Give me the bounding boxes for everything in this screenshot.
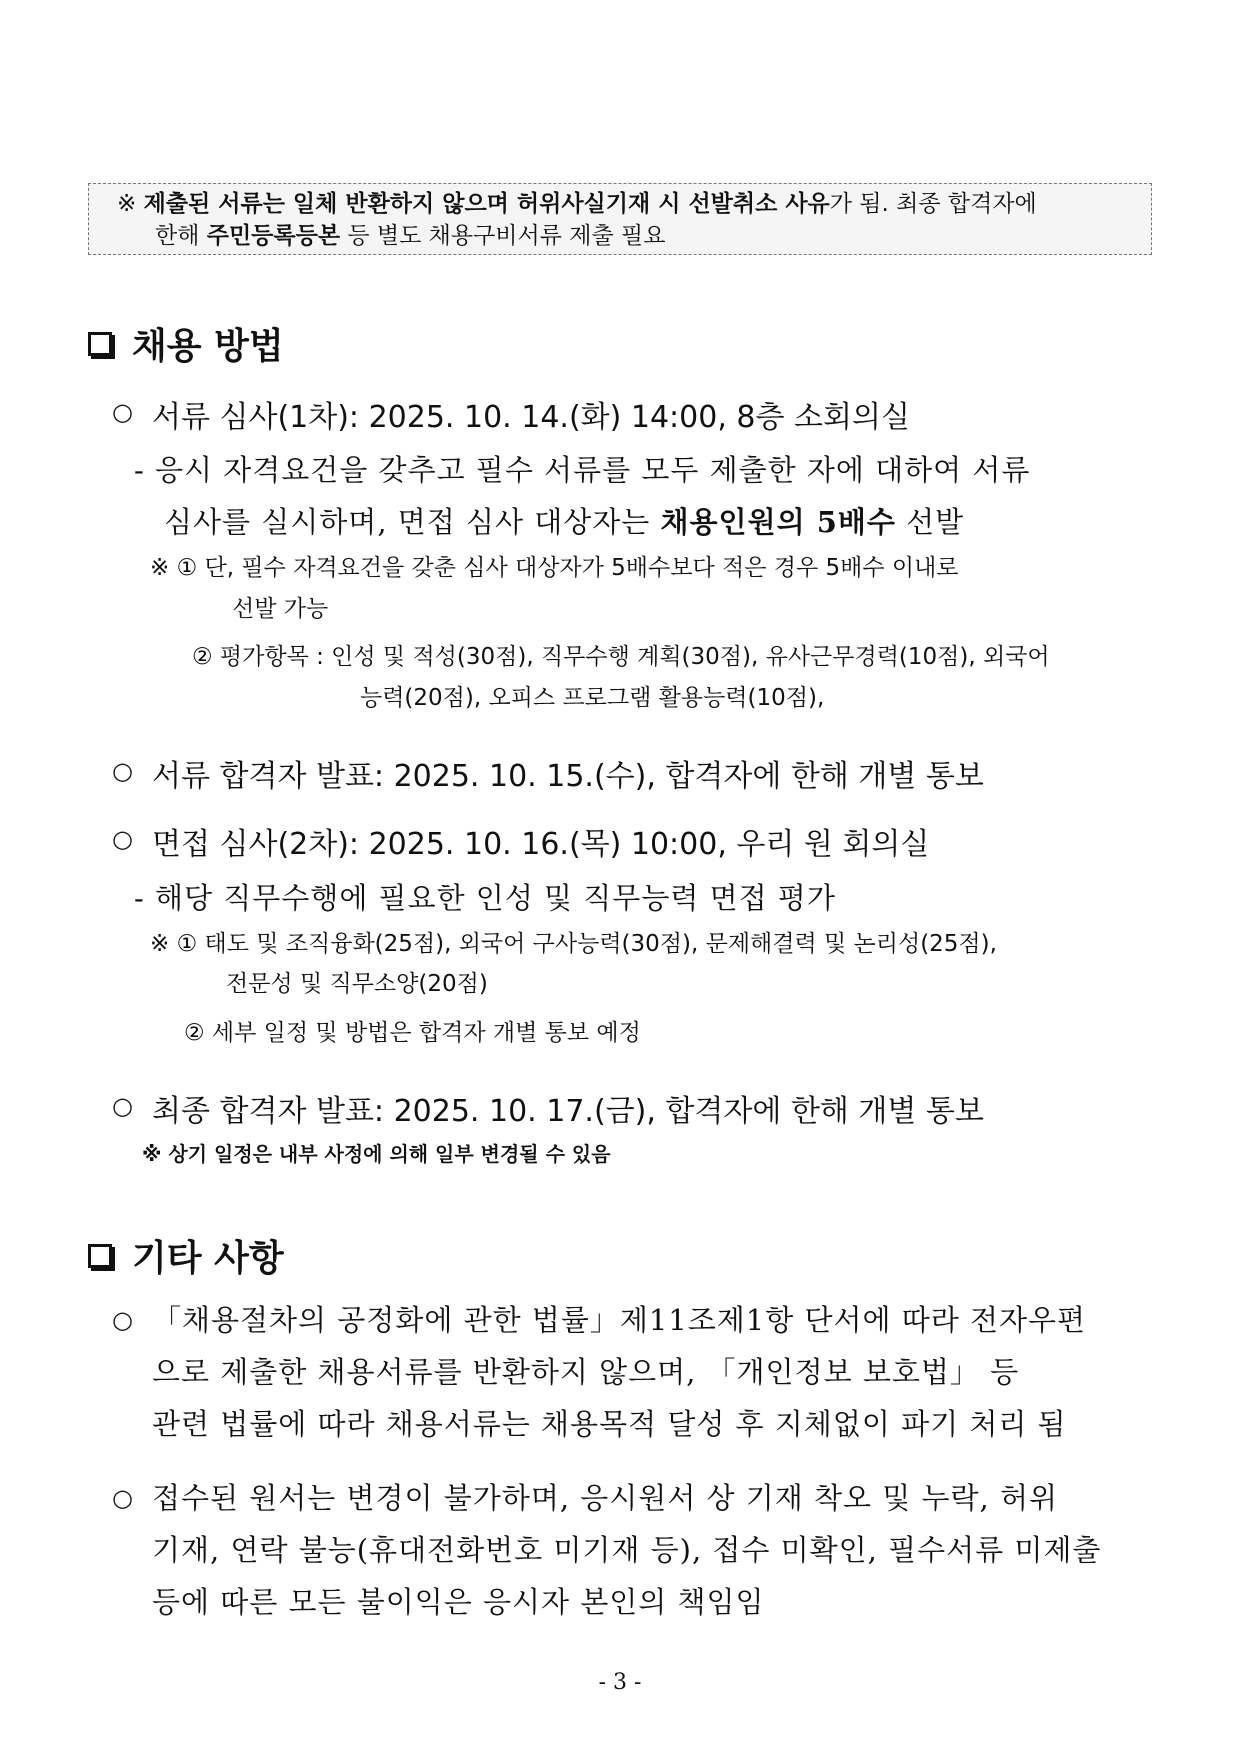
bullet-circle-icon: ○	[112, 398, 133, 426]
other-item-1-line-2: 으로 제출한 채용서류를 반환하지 않으며, 「개인정보 보호법」 등	[152, 1355, 1020, 1389]
note-document-review-1a: ※ ① 단, 필수 자격요건을 갖춘 심사 대상자가 5배수보다 적은 경우 5배수 이내로	[150, 555, 959, 581]
bullet-circle-icon: ○	[112, 825, 133, 853]
note-interview-1b: 전문성 및 직무소양(20점)	[226, 971, 488, 997]
item-document-review-desc-1: - 응시 자격요건을 갖추고 필수 서류를 모두 제출한 자에 대하여 서류	[134, 453, 1031, 487]
item-document-review: 서류 심사(1차): 2025. 10. 14.(화) 14:00, 8층 소회의실	[152, 400, 910, 435]
section-heading-other-matters: 기타 사항	[88, 1230, 284, 1281]
bullet-circle-icon: ○	[112, 1092, 133, 1120]
bullet-circle-icon: ○	[112, 1306, 133, 1334]
note-schedule-change: ※ 상기 일정은 내부 사정에 의해 일부 변경될 수 있음	[142, 1142, 611, 1166]
notice-line-1: ※ 제출된 서류는 일체 반환하지 않으며 허위사실기재 시 선발취소 사유가 됨. 최종 합격자에	[117, 191, 1037, 217]
note-document-review-2a: ② 평가항목 : 인성 및 적성(30점), 직무수행 계획(30점), 유사근무경력(10점), 외국어	[192, 644, 1050, 670]
checkbox-square-icon	[88, 332, 112, 356]
notice-line-2: 한해 주민등록등본 등 별도 채용구비서류 제출 필요	[155, 223, 666, 249]
bullet-circle-icon: ○	[112, 1484, 133, 1512]
other-item-2-line-2: 기재, 연락 불능(휴대전화번호 미기재 등), 접수 미확인, 필수서류 미제출	[152, 1533, 1102, 1567]
note-document-review-2b: 능력(20점), 오피스 프로그램 활용능력(10점),	[360, 685, 825, 711]
other-item-2-line-3: 등에 따른 모든 불이익은 응시자 본인의 책임임	[152, 1585, 765, 1619]
other-item-1-line-3: 관련 법률에 따라 채용서류는 채용목적 달성 후 지체없이 파기 처리 됨	[152, 1407, 1067, 1441]
item-document-results: 서류 합격자 발표: 2025. 10. 15.(수), 합격자에 한해 개별 통보	[152, 759, 984, 794]
page-number: - 3 -	[598, 1670, 642, 1695]
bullet-circle-icon: ○	[112, 757, 133, 785]
item-interview-desc: - 해당 직무수행에 필요한 인성 및 직무능력 면접 평가	[134, 881, 836, 915]
item-final-results: 최종 합격자 발표: 2025. 10. 17.(금), 합격자에 한해 개별 통보	[152, 1094, 984, 1129]
other-item-2-line-1: 접수된 원서는 변경이 불가하며, 응시원서 상 기재 착오 및 누락, 허위	[152, 1481, 1058, 1515]
note-document-review-1b: 선발 가능	[232, 596, 329, 622]
note-interview-2: ② 세부 일정 및 방법은 합격자 개별 통보 예정	[184, 1020, 641, 1046]
item-interview: 면접 심사(2차): 2025. 10. 16.(목) 10:00, 우리 원 회의실	[152, 827, 930, 862]
checkbox-square-icon	[88, 1244, 112, 1268]
section-heading-recruitment-method: 채용 방법	[88, 318, 284, 369]
note-interview-1a: ※ ① 태도 및 조직융화(25점), 외국어 구사능력(30점), 문제해결력 및 논리성(25점),	[150, 931, 997, 957]
other-item-1-line-1: 「채용절차의 공정화에 관한 법률」제11조제1항 단서에 따라 전자우편	[152, 1303, 1087, 1337]
notice-box	[88, 183, 1152, 255]
item-document-review-desc-2: 심사를 실시하며, 면접 심사 대상자는 채용인원의 5배수 선발	[164, 505, 965, 539]
